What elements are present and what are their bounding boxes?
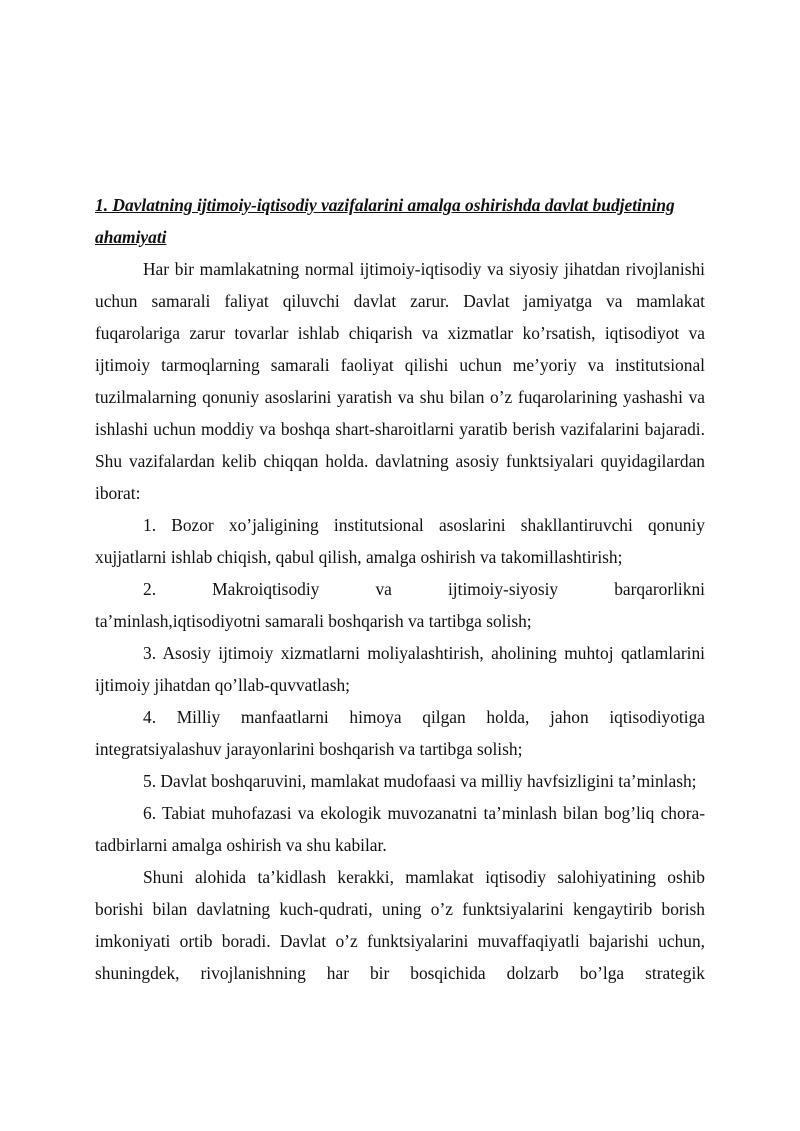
- list-item-2-first-line: 2. Makroiqtisodiy va ijtimoiy-siyosiy barqarorlikni: [143, 579, 705, 599]
- list-item: 4. Milliy manfaatlarni himoya qilgan holda, jahon iqtisodiyotiga integratsiyalashuv jarayonlarini boshqarish va tartibga solish;: [95, 707, 705, 759]
- list-item: 6. Tabiat muhofazasi va ekologik muvozanatni ta’minlash bilan bog’liq chora-tadbirlarni amalga oshirish va shu kabilar.: [95, 803, 705, 855]
- section-heading: 1. Davlatning ijtimoiy-iqtisodiy vazifalarini amalga oshirishda davlat budjetining ahamiyati: [95, 195, 675, 247]
- list-item: 3. Asosiy ijtimoiy xizmatlarni moliyalashtirish, aholining muhtoj qatlamlarini ijtimoiy jihatdan qo’llab-quvvatlash;: [95, 643, 705, 695]
- intro-paragraph: Har bir mamlakatning normal ijtimoiy-iqtisodiy va siyosiy jihatdan rivojlanishi uchun samarali faliyat qiluvchi davlat zarur. Davlat jamiyatga va mamlakat fuqarolariga zarur tovarlar ishlab chiqarish va xizmatlar ko’rsatish, iqtisodiyot va ijtimoiy tarmoqlarning samarali faoliyat qilishi uchun me’yoriy va institutsional tuzilmalarning qonuniy asoslarini yaratish va shu bilan o’z fuqarolarining yashashi va ishlashi uchun moddiy va boshqa shart-sharoitlarni yaratib berish vazifalarini bajaradi. Shu vazifalardan kelib chiqqan holda. davlatning asosiy funktsiyalari quyidagilardan iborat:: [95, 259, 705, 503]
- closing-paragraph: Shuni alohida ta’kidlash kerakki, mamlakat iqtisodiy salohiyatining oshib borishi bilan davlatning kuch-qudrati, uning o’z funktsiyalarini kengaytirib borish imkoniyati ortib boradi. Davlat o’z funktsiyalarini muvaffaqiyatli bajarishi uchun, shuningdek, rivojlanishning har bir bosqichida dolzarb bo’lga strategik: [95, 867, 705, 983]
- document-body: [95, 189, 705, 989]
- list-item: 5. Davlat boshqaruvini, mamlakat mudofaasi va milliy havfsizligini ta’minlash;: [143, 771, 697, 791]
- list-item: 1. Bozor xo’jaligining institutsional asoslarini shakllantiruvchi qonuniy xujjatlarni ishlab chiqish, qabul qilish, amalga oshirish va takomillashtirish;: [95, 515, 705, 567]
- list-item-2-continuation: ta’minlash,iqtisodiyotni samarali boshqarish va tartibga solish;: [95, 611, 532, 631]
